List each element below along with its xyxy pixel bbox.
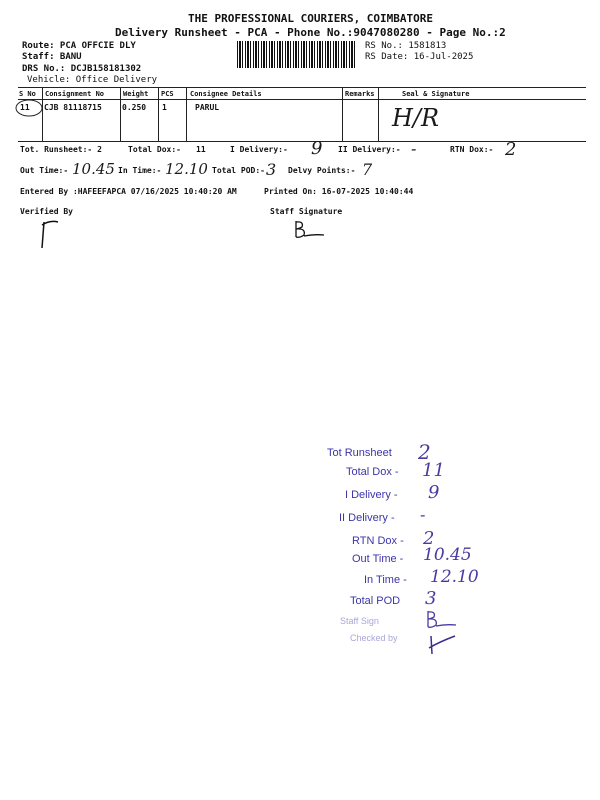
header-remarks: Remarks [345, 90, 375, 98]
row-seal-handwritten: H/R [392, 104, 440, 132]
row-sno: 11 [20, 103, 30, 112]
route-text: Route: PCA OFFCIE DLY [22, 41, 136, 51]
staff-signature-icon [290, 218, 330, 240]
stamp-staff-sign: Staff Sign [340, 616, 379, 626]
header-weight: Weight [123, 90, 149, 98]
out-time-label: Out Time:- [20, 166, 69, 175]
printed-on: Printed On: 16-07-2025 10:40:44 [264, 187, 414, 196]
row-pcs: 1 [162, 103, 167, 112]
col-divider [120, 87, 121, 141]
stamp-out-time: Out Time - [352, 553, 404, 565]
total-dox-value: 11 [196, 145, 206, 154]
row-consignment: CJB 81118715 [44, 103, 102, 112]
stamp-checked-signature-icon [425, 632, 461, 658]
stamp-tot-runsheet-hw: 2 [418, 440, 431, 464]
stamp-i-delivery-hw: 9 [428, 482, 440, 503]
verified-by-label: Verified By [20, 207, 73, 216]
stamp-rtn-dox: RTN Dox - [352, 535, 404, 547]
ii-delivery-handwritten: - [411, 139, 417, 158]
runsheet-title: Delivery Runsheet - PCA - Phone No.:9047080280 - Page No.:2 [115, 26, 506, 39]
header-sno: S No [19, 90, 36, 98]
stamp-total-dox-hw: 11 [422, 460, 445, 481]
col-divider [158, 87, 159, 141]
stamp-total-dox: Total Dox - [346, 466, 399, 478]
stamp-out-time-hw: 10.45 [423, 545, 472, 565]
stamp-total-pod: Total POD [350, 595, 401, 607]
header-consignee: Consignee Details [190, 90, 262, 98]
delvy-points-handwritten: 7 [362, 160, 373, 179]
table-bottom-border [18, 141, 586, 142]
rs-number: RS No.: 1581813 [365, 41, 447, 51]
col-divider [378, 87, 379, 141]
rs-date: RS Date: 16-Jul-2025 [365, 52, 474, 62]
ii-delivery-label: II Delivery:- [338, 145, 401, 154]
stamp-in-time-hw: 12.10 [430, 567, 479, 587]
total-pod-label: Total POD:- [212, 166, 265, 175]
company-name: THE PROFESSIONAL COURIERS, COIMBATORE [188, 12, 434, 25]
stamp-rtn-dox-hw: 2 [423, 528, 435, 549]
drs-number: DRS No.: DCJB158181302 [22, 64, 142, 74]
i-delivery-label: I Delivery:- [230, 145, 288, 154]
stamp-checked-by: Checked by [350, 633, 398, 643]
entered-by: Entered By :HAFEEFAPCA 07/16/2025 10:40:20 AM [20, 187, 237, 196]
out-time-handwritten: 10.45 [72, 160, 115, 178]
verified-signature-icon [36, 216, 66, 250]
stamp-i-delivery: I Delivery - [345, 489, 398, 501]
delvy-points-label: Delvy Points:- [288, 166, 356, 175]
rtn-dox-label: RTN Dox:- [450, 145, 494, 154]
staff-text: Staff: BANU [22, 52, 82, 62]
stamp-tot-runsheet: Tot Runsheet [327, 447, 392, 459]
table-header-border [18, 99, 586, 100]
row-weight: 0.250 [122, 103, 147, 112]
in-time-label: In Time:- [118, 166, 162, 175]
header-consignment: Consignment No [45, 90, 105, 98]
col-divider [342, 87, 343, 141]
i-delivery-handwritten: 9 [311, 138, 323, 159]
in-time-handwritten: 12.10 [165, 160, 208, 178]
header-seal: Seal & Signature [402, 90, 470, 98]
stamp-ii-delivery: II Delivery - [339, 512, 395, 524]
circle-mark-icon [14, 98, 44, 118]
col-divider [186, 87, 187, 141]
tot-runsheet: Tot. Runsheet:- 2 [20, 145, 102, 154]
barcode-image [237, 41, 357, 68]
rtn-dox-handwritten: 2 [505, 139, 517, 160]
row-consignee: PARUL [195, 103, 220, 112]
staff-signature-label: Staff Signature [270, 207, 343, 216]
stamp-in-time: In Time - [364, 574, 407, 586]
total-dox-label: Total Dox:- [128, 145, 181, 154]
table-top-border [18, 87, 586, 88]
vehicle-text: Vehicle: Office Delivery [27, 75, 158, 85]
total-pod-handwritten: 3 [266, 160, 277, 179]
stamp-staff-signature-icon [422, 608, 462, 630]
stamp-total-pod-hw: 3 [425, 588, 437, 609]
stamp-ii-delivery-hw: - [420, 505, 426, 524]
header-pcs: PCS [161, 90, 174, 98]
